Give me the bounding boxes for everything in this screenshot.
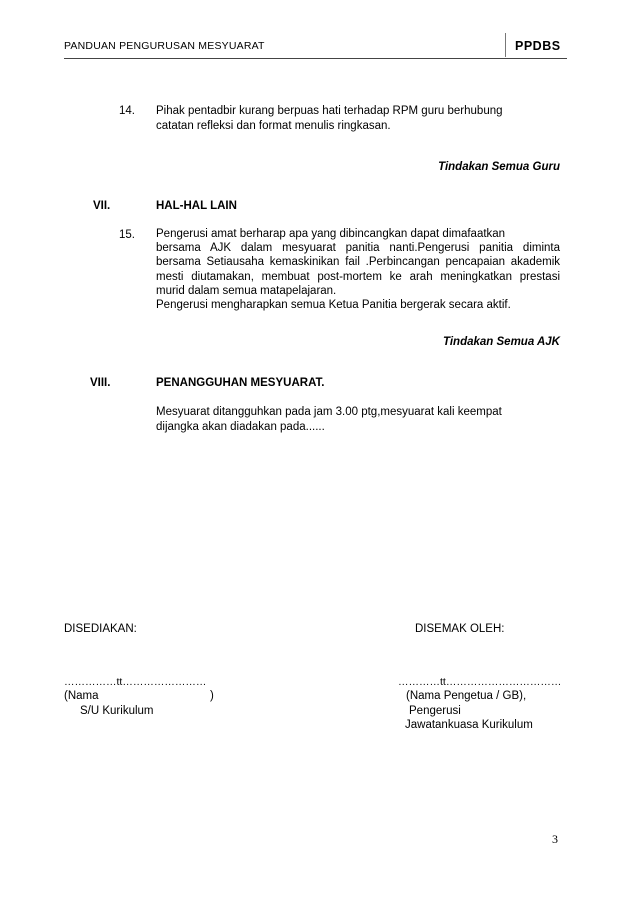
prepared-by-role: S/U Kurikulum bbox=[80, 705, 154, 717]
section-8-heading: PENANGGUHAN MESYUARAT. bbox=[156, 377, 325, 389]
item-15-line-5: murid dalam semua matapelajaran. bbox=[156, 284, 337, 297]
item-14-action: Tindakan Semua Guru bbox=[438, 161, 560, 173]
section-7-heading: HAL-HAL LAIN bbox=[156, 200, 237, 212]
item-15-line-2: bersama AJK dalam mesyuarat panitia nanti.Pengerusi panitia diminta bbox=[156, 242, 560, 255]
header-badge: PPDBS bbox=[515, 39, 561, 53]
item-15-line-3: bersama Setiausaha kemaskinikan fail .Perbincangan pencapaian akademik bbox=[156, 256, 560, 269]
item-15-paragraph bbox=[156, 227, 560, 312]
section-7-numeral: VII. bbox=[93, 200, 111, 212]
item-14-line-2: catatan refleksi dan format menulis ringkasan. bbox=[156, 120, 391, 132]
item-15-line-6: Pengerusi mengharapkan semua Ketua Panitia bergerak secara aktif. bbox=[156, 299, 511, 312]
reviewed-by-label: DISEMAK OLEH: bbox=[415, 623, 505, 635]
prepared-by-label: DISEDIAKAN: bbox=[64, 623, 137, 635]
item-14-line-1: Pihak pentadbir kurang berpuas hati terhadap RPM guru berhubung bbox=[156, 105, 503, 117]
item-15-action: Tindakan Semua AJK bbox=[443, 336, 560, 348]
item-15-line-1: Pengerusi amat berharap apa yang dibincangkan dapat dimafaatkan bbox=[156, 228, 506, 240]
section-8-line-2: dijangka akan diadakan pada...... bbox=[156, 421, 325, 433]
prepared-by-name-open: (Nama bbox=[64, 690, 99, 702]
prepared-by-signature-line: ……………tt…………………… bbox=[64, 676, 207, 688]
section-8-line-1: Mesyuarat ditangguhkan pada jam 3.00 ptg,mesyuarat kali keempat bbox=[156, 406, 502, 418]
prepared-by-name-close: ) bbox=[210, 690, 214, 702]
item-15-line-4: mesti diutamakan, membuat post-mortem ke arah meningkatkan prestasi bbox=[156, 270, 560, 283]
reviewed-by-role-1: Pengerusi bbox=[409, 705, 461, 717]
reviewed-by-name: (Nama Pengetua / GB), bbox=[406, 690, 527, 702]
header-rule bbox=[64, 58, 567, 59]
section-8-numeral: VIII. bbox=[90, 377, 111, 389]
reviewed-by-signature-line: …………tt…………………………… bbox=[398, 676, 562, 688]
reviewed-by-role-2: Jawatankuasa Kurikulum bbox=[405, 719, 533, 731]
item-number-15: 15. bbox=[119, 229, 135, 241]
item-number-14: 14. bbox=[119, 105, 135, 117]
document-header-title: PANDUAN PENGURUSAN MESYUARAT bbox=[64, 40, 265, 52]
page-number: 3 bbox=[552, 832, 558, 846]
